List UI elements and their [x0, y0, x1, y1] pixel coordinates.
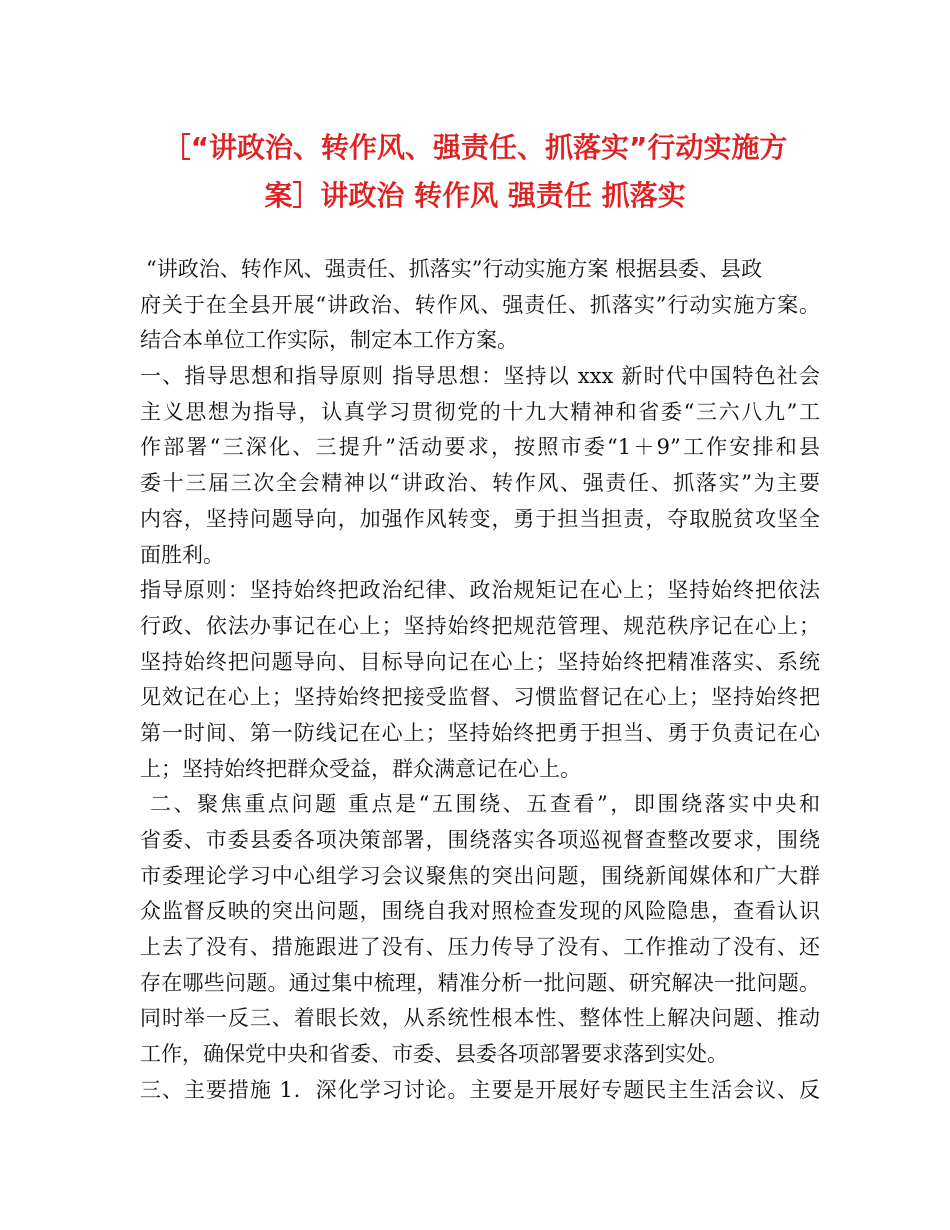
- body-line: 省委、市委县委各项决策部署，围绕落实各项巡视督查整改要求，围绕: [140, 828, 820, 852]
- body-line: 行政、依法办事记在心上；坚持始终把规范管理、规范秩序记在心上；: [140, 613, 820, 638]
- body-line: 见效记在心上；坚持始终把接受监督、习惯监督记在心上；坚持始终把: [140, 685, 820, 710]
- body-line: 上；坚持始终把群众受益，群众满意记在心上。: [140, 756, 581, 781]
- body-line: 众监督反映的突出问题，围绕自我对照检查发现的风险隐患，查看认识: [140, 899, 820, 924]
- body-line: 存在哪些问题。通过集中梳理，精准分析一批问题、研究解决一批问题。: [140, 970, 820, 995]
- body-line: 面胜利。: [140, 542, 224, 567]
- document-body: [140, 252, 820, 1109]
- document-title-line-2: 案］讲政治 转作风 强责任 抓落实: [264, 179, 686, 212]
- body-line: 三、主要措施 1．深化学习讨论。主要是开展好专题民主生活会议、反: [140, 1077, 820, 1102]
- body-line: 上去了没有、措施跟进了没有、压力传导了没有、工作推动了没有、还: [140, 935, 820, 960]
- body-line: 委十三届三次全会精神以“讲政治、转作风、强责任、抓落实”为主要: [140, 471, 820, 496]
- body-line: 作部署“三深化、三提升”活动要求，按照市委“1＋9”工作安排和县: [140, 435, 820, 460]
- body-line: 主义思想为指导，认真学习贯彻党的十九大精神和省委“三六八九”工: [140, 399, 820, 424]
- body-line: 指导原则：坚持始终把政治纪律、政治规矩记在心上；坚持始终把依法: [140, 578, 820, 603]
- body-line: 第一时间、第一防线记在心上；坚持始终把勇于担当、勇于负责记在心: [140, 720, 820, 745]
- body-line: 二、聚焦重点问题 重点是“五围绕、五查看”，即围绕落实中央和: [150, 792, 820, 817]
- body-line: 内容，坚持问题导向，加强作风转变，勇于担当担责，夺取脱贫攻坚全: [140, 506, 820, 531]
- body-line: 坚持始终把问题导向、目标导向记在心上；坚持始终把精准落实、系统: [140, 649, 820, 674]
- body-line: 市委理论学习中心组学习会议聚焦的突出问题，围绕新闻媒体和广大群: [140, 863, 820, 888]
- body-line: 工作，确保党中央和省委、市委、县委各项部署要求落到实处。: [140, 1042, 728, 1067]
- body-line: 结合本单位工作实际，制定本工作方案。: [140, 328, 518, 353]
- document-title-line-1: ［“讲政治、转作风、强责任、抓落实”行动实施方: [162, 131, 788, 164]
- body-line: 府关于在全县开展“讲政治、转作风、强责任、抓落实”行动实施方案。: [140, 292, 820, 317]
- body-line: 同时举一反三、着眼长效，从系统性根本性、整体性上解决问题、推动: [140, 1006, 820, 1031]
- body-line: “讲政治、转作风、强责任、抓落实”行动实施方案 根据县委、县政: [146, 257, 763, 281]
- body-line: 一、指导思想和指导原则 指导思想：坚持以 xxx 新时代中国特色社会: [140, 364, 820, 389]
